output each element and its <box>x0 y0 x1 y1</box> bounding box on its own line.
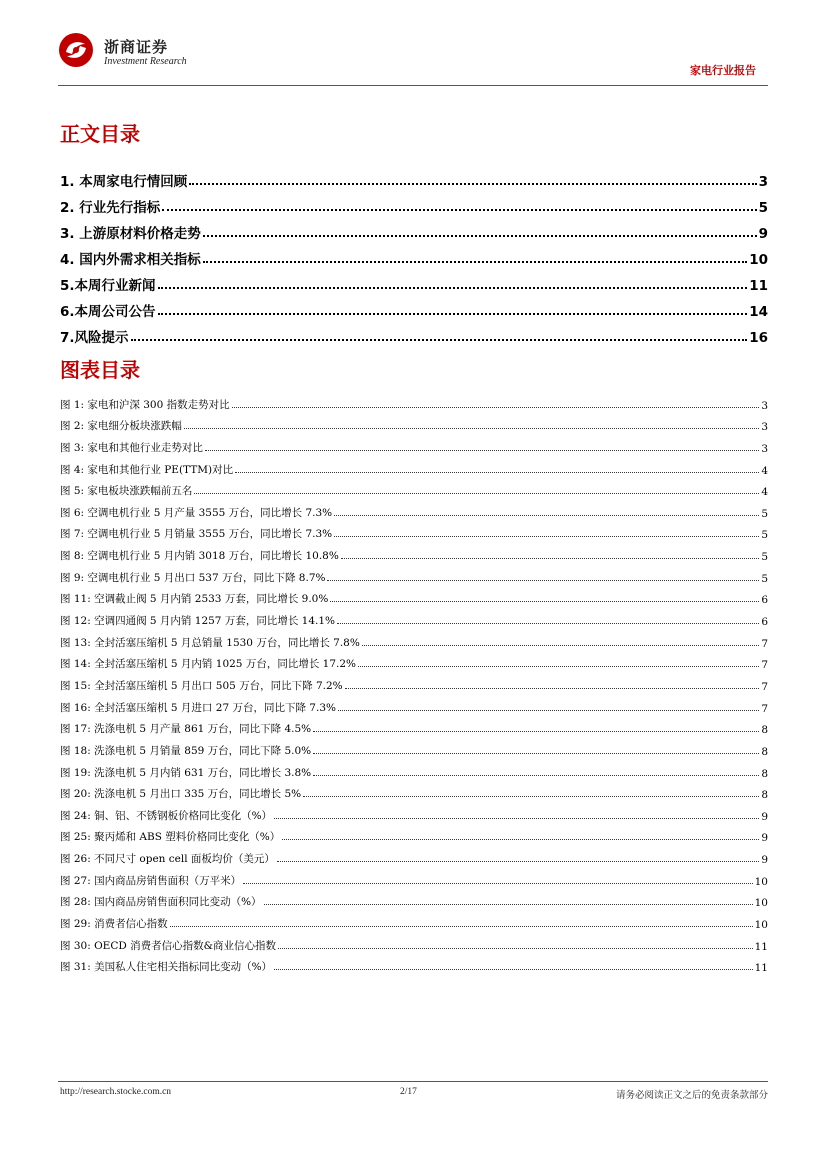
figure-entry[interactable] <box>60 715 768 737</box>
toc-entry-page: 10 <box>749 252 768 268</box>
figure-entry-page: 5 <box>761 551 768 564</box>
dot-leader <box>313 775 759 776</box>
dot-leader <box>158 287 748 289</box>
figure-entry-label: 图 2: 家电细分板块涨跌幅 <box>60 420 182 433</box>
figure-entry-label: 图 29: 消费者信心指数 <box>60 918 168 931</box>
figure-entry-page: 8 <box>761 767 768 780</box>
figure-entry-page: 7 <box>761 702 768 715</box>
toc-entry-label: 2. 行业先行指标 <box>60 200 161 216</box>
dot-leader <box>303 796 759 797</box>
figure-entry-label: 图 7: 空调电机行业 5 月销量 3555 万台，同比增长 7.3% <box>60 528 333 541</box>
figure-entry[interactable] <box>60 541 768 563</box>
figure-entry-label: 图 12: 空调四通阀 5 月内销 1257 万套，同比增长 14.1% <box>60 615 336 628</box>
figure-entry-label: 图 15: 全封活塞压缩机 5 月出口 505 万台，同比下降 7.2% <box>60 679 343 692</box>
figure-entry[interactable] <box>60 585 768 607</box>
dot-leader <box>341 558 759 559</box>
figure-entry[interactable] <box>60 498 768 520</box>
toc-entry-label: 3. 上游原材料价格走势 <box>60 226 201 242</box>
report-type-label: 家电行业报告 <box>690 64 756 77</box>
footer-divider <box>58 1081 768 1082</box>
figure-entry[interactable] <box>60 477 768 499</box>
toc-entry-label: 1. 本周家电行情回顾 <box>60 174 188 190</box>
company-name-en: Investment Research <box>104 56 187 67</box>
figure-entry[interactable] <box>60 650 768 672</box>
toc-entry-label: 6.本周公司公告 <box>60 304 156 320</box>
figure-entry-label: 图 3: 家电和其他行业走势对比 <box>60 441 203 454</box>
figure-entry[interactable] <box>60 909 768 931</box>
figure-entry-page: 8 <box>761 724 768 737</box>
figure-entry[interactable] <box>60 888 768 910</box>
figure-entry-page: 6 <box>761 616 768 629</box>
figure-entry[interactable] <box>60 628 768 650</box>
figure-entry-label: 图 13: 全封活塞压缩机 5 月总销量 1530 万台，同比增长 7.8% <box>60 636 360 649</box>
dot-leader <box>334 536 759 537</box>
figure-entry-page: 11 <box>754 962 768 975</box>
figure-entry-label: 图 6: 空调电机行业 5 月产量 3555 万台，同比增长 7.3% <box>60 506 333 519</box>
figure-entry-page: 8 <box>761 789 768 802</box>
dot-leader <box>313 753 759 754</box>
toc-entry-label: 7.风险提示 <box>60 330 129 346</box>
dot-leader <box>232 407 760 408</box>
figure-entry-label: 图 19: 洗涤电机 5 月内销 631 万台，同比增长 3.8% <box>60 766 312 779</box>
dot-leader <box>235 472 759 473</box>
figure-entry-page: 3 <box>761 399 768 412</box>
figure-entry-page: 3 <box>761 421 768 434</box>
figure-entry[interactable] <box>60 801 768 823</box>
company-logo-icon <box>58 32 94 68</box>
figure-entry-page: 5 <box>761 529 768 542</box>
footer-url-link[interactable]: http://research.stocke.com.cn <box>60 1087 172 1097</box>
figure-entry-page: 7 <box>761 680 768 693</box>
figure-entry-label: 图 25: 聚丙烯和 ABS 塑料价格同比变化（%） <box>60 831 281 844</box>
toc-entry-label: 5.本周行业新闻 <box>60 278 156 294</box>
figure-entry-page: 10 <box>754 897 768 910</box>
toc-entry-page: 3 <box>758 174 768 190</box>
figure-entry[interactable] <box>60 866 768 888</box>
figure-entry[interactable] <box>60 693 768 715</box>
figures-title: 图表目录 <box>60 358 140 382</box>
figure-entry-page: 9 <box>761 810 768 823</box>
figure-entry-page: 4 <box>761 464 768 477</box>
dot-leader <box>330 601 759 602</box>
disclaimer-note: 请务必阅读正文之后的免责条款部分 <box>615 1090 768 1101</box>
dot-leader <box>278 948 753 949</box>
figure-entry[interactable] <box>60 780 768 802</box>
dot-leader <box>282 839 759 840</box>
dot-leader <box>158 313 748 315</box>
figure-entry[interactable] <box>60 953 768 975</box>
toc-entry[interactable] <box>60 242 768 268</box>
toc-entry-page: 5 <box>758 200 768 216</box>
dot-leader <box>243 883 753 884</box>
figure-entry[interactable] <box>60 671 768 693</box>
figure-entry-page: 11 <box>754 940 768 953</box>
figure-entry-page: 6 <box>761 594 768 607</box>
page-header <box>58 32 768 87</box>
figure-entry[interactable] <box>60 390 768 412</box>
figure-entry-label: 图 8: 空调电机行业 5 月内销 3018 万台，同比增长 10.8% <box>60 550 339 563</box>
toc-entry[interactable] <box>60 294 768 320</box>
figure-entry[interactable] <box>60 563 768 585</box>
dot-leader <box>203 235 757 237</box>
figure-entry[interactable] <box>60 736 768 758</box>
toc-entry[interactable] <box>60 190 768 216</box>
figure-entry[interactable] <box>60 844 768 866</box>
dot-leader <box>274 969 753 970</box>
toc-entry[interactable] <box>60 164 768 190</box>
toc-entry[interactable] <box>60 268 768 294</box>
page-number: 2/17 <box>400 1087 417 1097</box>
dot-leader <box>334 515 759 516</box>
toc-entry-page: 9 <box>758 226 768 242</box>
figure-entry-label: 图 18: 洗涤电机 5 月销量 859 万台，同比下降 5.0% <box>60 744 312 757</box>
figure-entry-label: 图 20: 洗涤电机 5 月出口 335 万台，同比增长 5% <box>60 788 302 801</box>
dot-leader <box>194 493 759 494</box>
figure-entry-page: 7 <box>761 637 768 650</box>
dot-leader <box>203 261 747 263</box>
figure-entry[interactable] <box>60 412 768 434</box>
company-name-cn: 浙商证券 <box>104 38 169 56</box>
figure-entry-page: 7 <box>761 659 768 672</box>
figure-entry-label: 图 31: 美国私人住宅相关指标同比变动（%） <box>60 961 273 974</box>
figure-entry[interactable] <box>60 433 768 455</box>
figure-index <box>60 390 768 974</box>
dot-leader <box>170 926 753 927</box>
figure-entry-page: 5 <box>761 507 768 520</box>
dot-leader <box>274 818 759 819</box>
dot-leader <box>184 428 759 429</box>
figure-entry-page: 10 <box>754 919 768 932</box>
toc-entry-page: 14 <box>749 304 768 320</box>
toc-entry-page: 16 <box>749 330 768 346</box>
figure-entry-page: 8 <box>761 745 768 758</box>
dot-leader <box>338 710 759 711</box>
figure-entry-label: 图 5: 家电板块涨跌幅前五名 <box>60 485 193 498</box>
figure-entry[interactable] <box>60 455 768 477</box>
dot-leader <box>189 183 756 185</box>
figure-entry-label: 图 27: 国内商品房销售面积（万平米） <box>60 874 242 887</box>
figure-entry-label: 图 16: 全封活塞压缩机 5 月进口 27 万台，同比下降 7.3% <box>60 701 336 714</box>
dot-leader <box>313 731 759 732</box>
figure-entry[interactable] <box>60 823 768 845</box>
figure-entry-page: 3 <box>761 442 768 455</box>
figure-entry[interactable] <box>60 606 768 628</box>
figure-entry-label: 图 24: 铜、铝、不锈钢板价格同比变化（%） <box>60 809 273 822</box>
figure-entry-page: 5 <box>761 572 768 585</box>
figure-entry[interactable] <box>60 931 768 953</box>
dot-leader <box>264 904 753 905</box>
figure-entry-label: 图 4: 家电和其他行业 PE(TTM)对比 <box>60 463 234 476</box>
dot-leader <box>358 666 759 667</box>
figure-entry[interactable] <box>60 520 768 542</box>
toc-entry[interactable] <box>60 216 768 242</box>
figure-entry[interactable] <box>60 758 768 780</box>
figure-entry-page: 9 <box>761 832 768 845</box>
dot-leader <box>362 645 759 646</box>
dot-leader <box>131 339 748 341</box>
toc-title: 正文目录 <box>60 122 140 146</box>
dot-leader <box>205 450 759 451</box>
table-of-contents <box>60 164 768 346</box>
toc-entry-label: 4. 国内外需求相关指标 <box>60 252 201 268</box>
figure-entry-label: 图 28: 国内商品房销售面积同比变动（%） <box>60 896 262 909</box>
figure-entry-page: 10 <box>754 875 768 888</box>
toc-entry[interactable] <box>60 320 768 346</box>
figure-entry-label: 图 30: OECD 消费者信心指数&商业信心指数 <box>60 939 276 952</box>
figure-entry-label: 图 1: 家电和沪深 300 指数走势对比 <box>60 398 230 411</box>
figure-entry-label: 图 9: 空调电机行业 5 月出口 537 万台，同比下降 8.7% <box>60 571 326 584</box>
figure-entry-page: 4 <box>761 486 768 499</box>
dot-leader <box>337 623 759 624</box>
figure-entry-label: 图 17: 洗涤电机 5 月产量 861 万台，同比下降 4.5% <box>60 723 312 736</box>
dot-leader <box>345 688 760 689</box>
dot-leader <box>277 861 759 862</box>
dot-leader <box>327 580 759 581</box>
dot-leader <box>162 209 756 211</box>
figure-entry-label: 图 26: 不同尺寸 open cell 面板均价（美元） <box>60 853 275 866</box>
figure-entry-label: 图 11: 空调截止阀 5 月内销 2533 万套，同比增长 9.0% <box>60 593 329 606</box>
header-divider <box>58 85 768 86</box>
figure-entry-page: 9 <box>761 854 768 867</box>
toc-entry-page: 11 <box>749 278 768 294</box>
figure-entry-label: 图 14: 全封活塞压缩机 5 月内销 1025 万台，同比增长 17.2% <box>60 658 357 671</box>
